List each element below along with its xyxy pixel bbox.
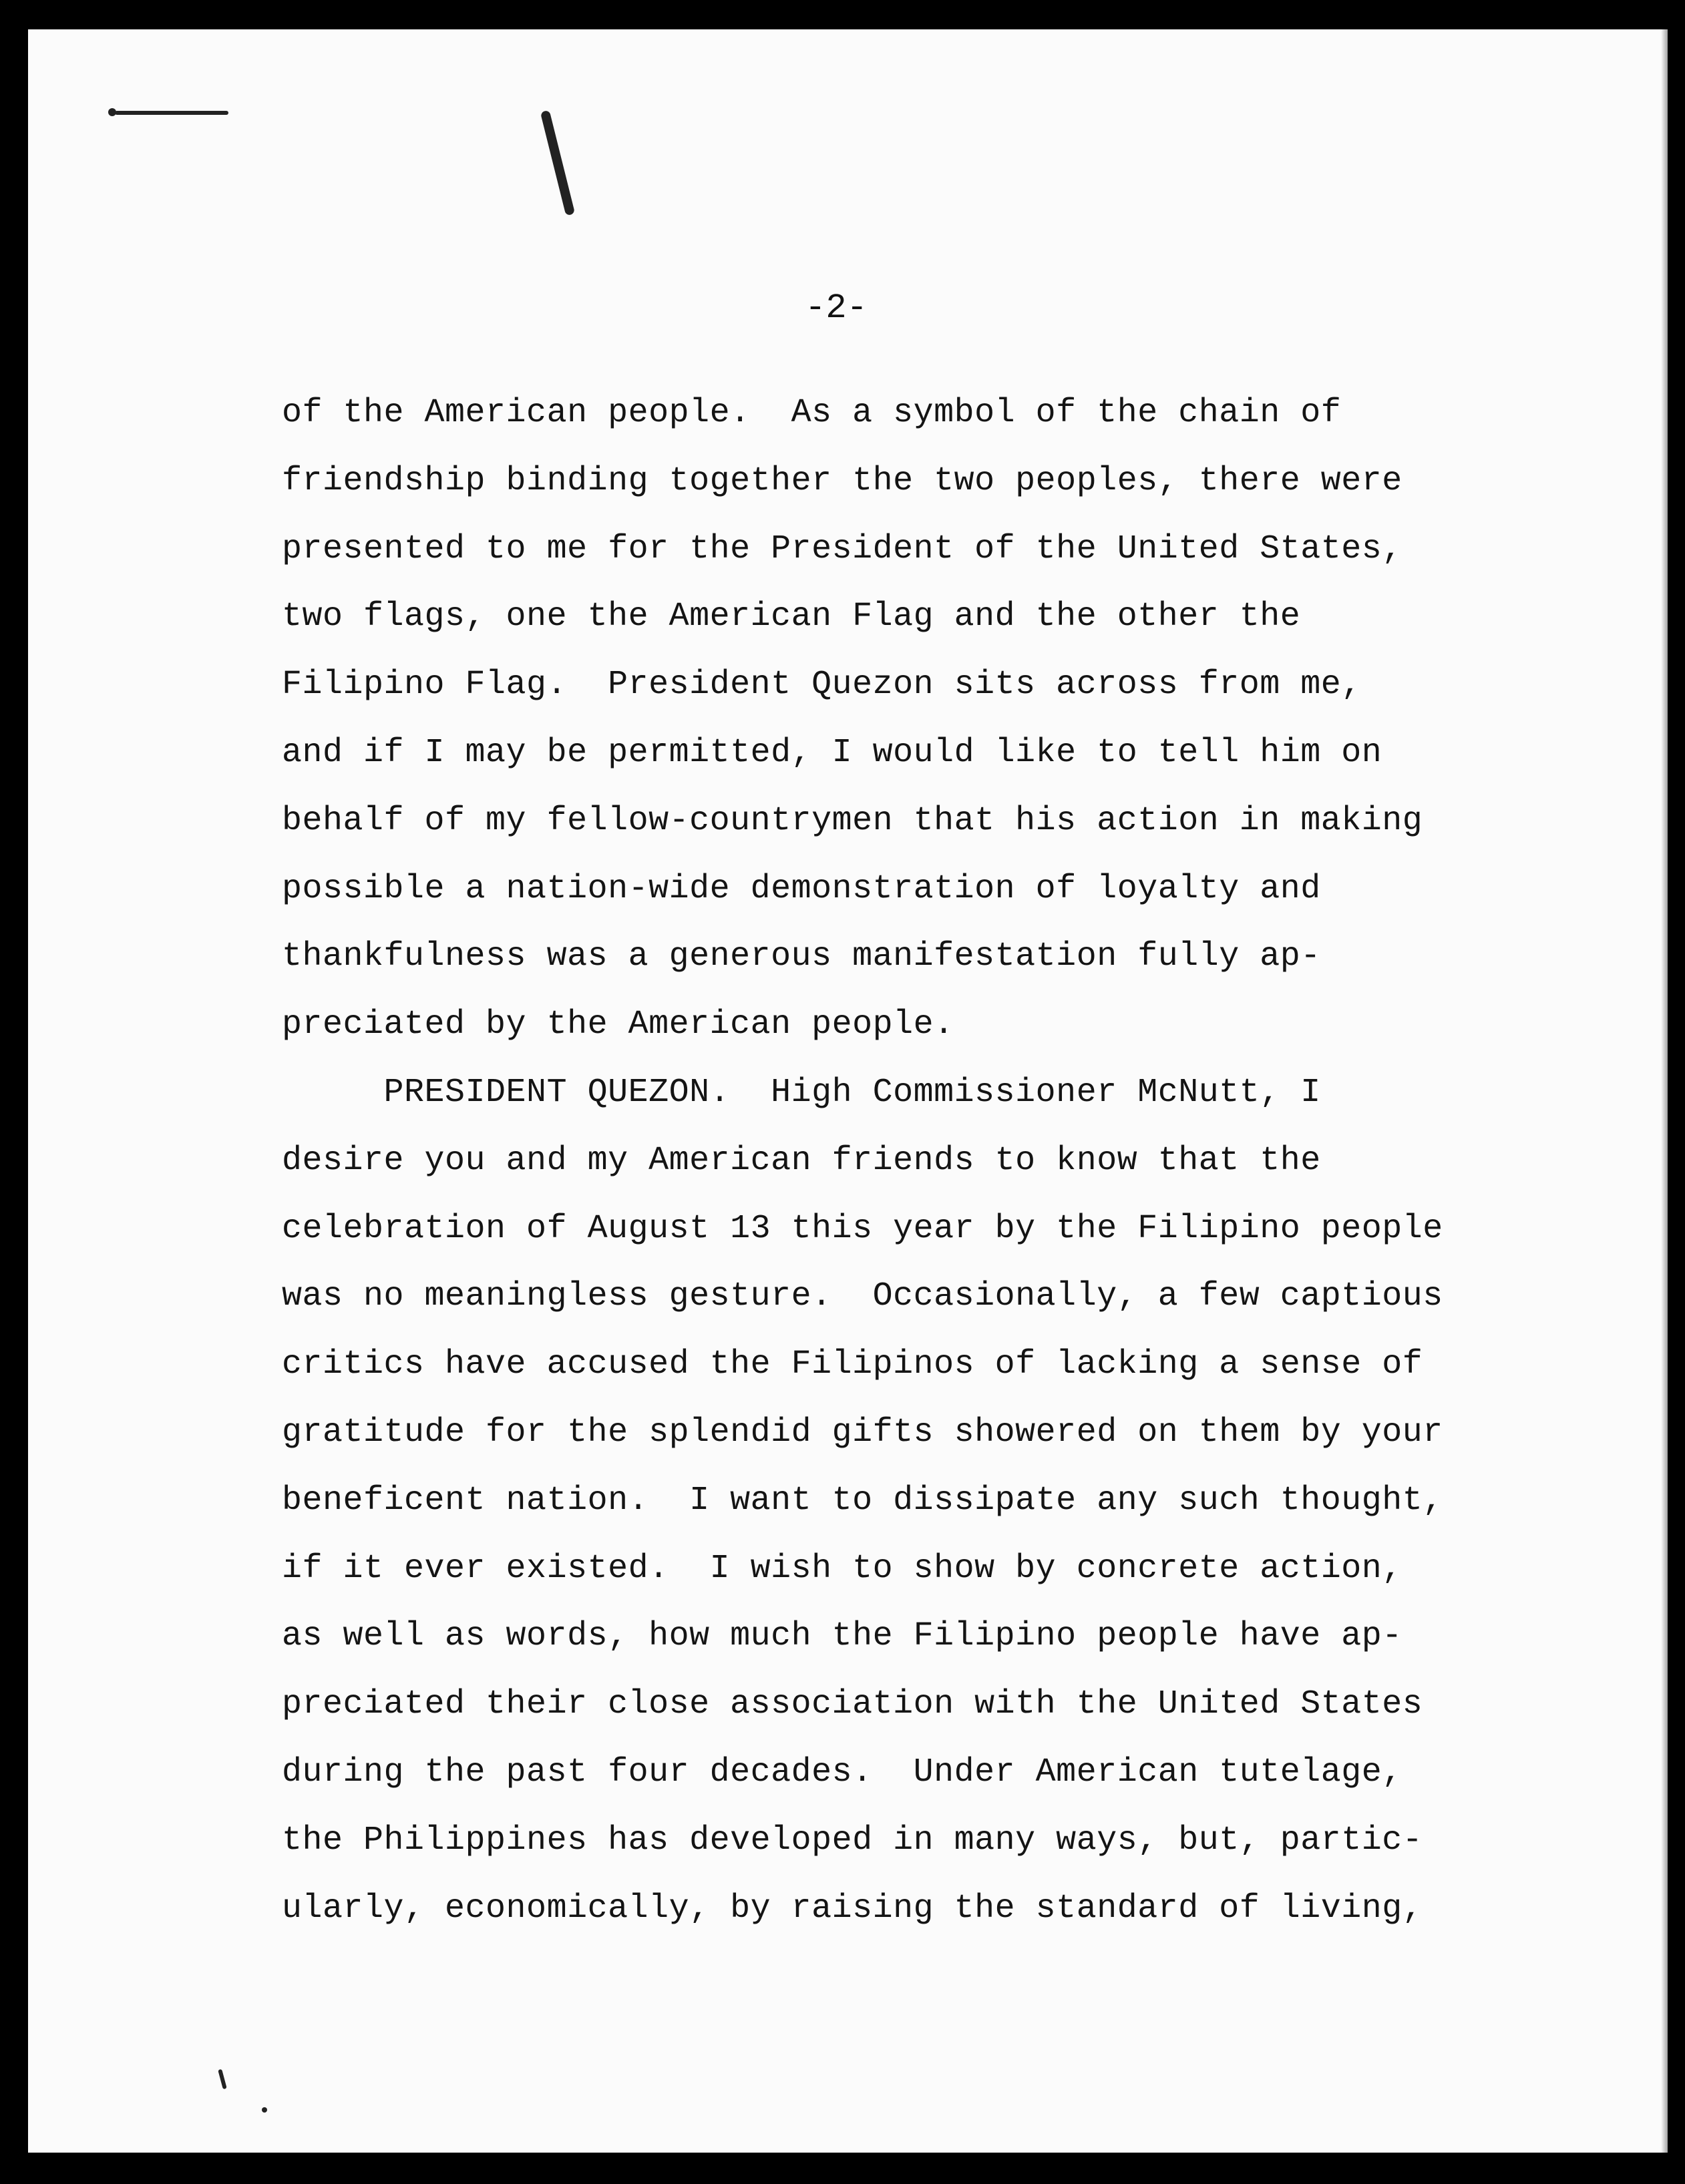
document-page (28, 29, 1668, 2153)
scan-streak (540, 110, 575, 216)
scan-mark (115, 111, 228, 115)
text-line: possible a nation-wide demonstration of loyalty and (282, 869, 1321, 908)
text-line: behalf of my fellow-countrymen that his action in making (282, 801, 1423, 840)
text-line: Filipino Flag. President Quezon sits across from me, (282, 666, 1362, 704)
text-line: celebration of August 13 this year by the Filipino people (282, 1209, 1443, 1248)
text-line: if it ever existed. I wish to show by concrete action, (282, 1549, 1402, 1588)
page-edge-shadow (1661, 29, 1668, 2153)
text-line: was no meaningless gesture. Occasionally, a few captious (282, 1277, 1443, 1316)
page-number: -2- (805, 288, 868, 328)
scan-speck-bottom (262, 2107, 267, 2113)
scan-mark-bottom (218, 2069, 227, 2090)
text-line: of the American people. As a symbol of the chain of (282, 394, 1342, 432)
text-line: during the past four decades. Under American tutelage, (282, 1753, 1402, 1791)
text-line: and if I may be permitted, I would like to tell him on (282, 733, 1382, 772)
text-line: preciated their close association with the United States (282, 1685, 1423, 1724)
text-line: ularly, economically, by raising the standard of living, (282, 1889, 1423, 1928)
text-line: desire you and my American friends to know that the (282, 1141, 1321, 1180)
text-line: friendship binding together the two peoples, there were (282, 461, 1402, 500)
text-line: presented to me for the President of the United States, (282, 529, 1402, 568)
text-line: PRESIDENT QUEZON. High Commissioner McNutt, I (282, 1073, 1321, 1112)
text-line: beneficent nation. I want to dissipate any such thought, (282, 1481, 1443, 1520)
text-line: the Philippines has developed in many ways, but, partic- (282, 1821, 1423, 1860)
text-line: thankfulness was a generous manifestation fully ap- (282, 937, 1321, 976)
body-text (282, 379, 1524, 1942)
text-line: gratitude for the splendid gifts showered on them by your (282, 1413, 1443, 1452)
text-line: as well as words, how much the Filipino people have ap- (282, 1617, 1402, 1656)
text-line: preciated by the American people. (282, 1006, 954, 1044)
text-line: two flags, one the American Flag and the other the (282, 598, 1301, 636)
text-line: critics have accused the Filipinos of lacking a sense of (282, 1345, 1423, 1384)
